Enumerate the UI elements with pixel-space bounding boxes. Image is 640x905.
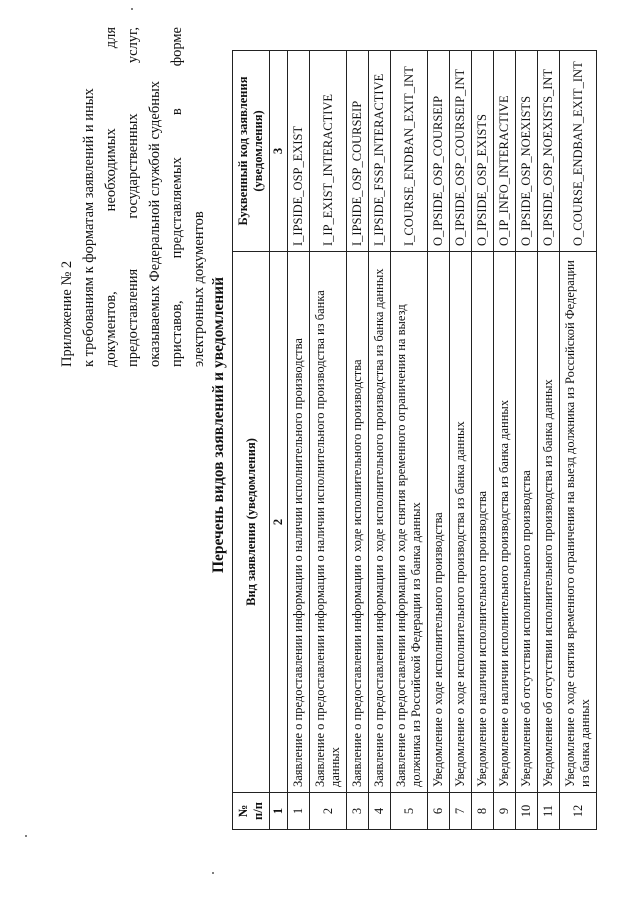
col-header-type: Вид заявления (уведомления)	[233, 252, 270, 793]
column-index-row	[270, 51, 288, 830]
applications-table	[232, 50, 597, 830]
table-row	[494, 51, 516, 830]
row-number: 12	[560, 793, 597, 830]
row-number: 9	[494, 793, 516, 830]
row-type: Заявление о предоставлении информации о ходе снятия временного ограничения на выезд должника из Российской Федерации из банка данных	[391, 252, 428, 793]
row-code: O_IPSIDE_OSP_COURSEIP	[428, 51, 450, 252]
row-number: 6	[428, 793, 450, 830]
row-number: 5	[391, 793, 428, 830]
scan-speck	[25, 835, 27, 837]
row-type: Уведомление о наличии исполнительного производства из банка данных	[494, 252, 516, 793]
row-type: Заявление о предоставлении информации о наличии исполнительного производства	[288, 252, 310, 793]
row-code: O_COURSE_ENDBAN_EXIT_INT	[560, 51, 597, 252]
table-row	[347, 51, 369, 830]
row-number: 11	[538, 793, 560, 830]
row-number: 2	[310, 793, 347, 830]
col-header-number: № п/п	[233, 793, 270, 830]
row-type: Уведомление об отсутствии исполнительного производства из банка данных	[538, 252, 560, 793]
appendix-number: Приложение № 2	[59, 260, 75, 367]
row-code: I_IP_EXIST_INTERACTIVE	[310, 51, 347, 252]
header-line: документов, необходимых для	[103, 27, 119, 367]
row-type: Уведомление о ходе исполнительного производства из банка данных	[450, 252, 472, 793]
row-code: I_COURSE_ENDBAN_EXIT_INT	[391, 51, 428, 252]
row-type: Уведомление о ходе снятия временного ограничения на выезд должника из Российской Федерации из банка данных	[560, 252, 597, 793]
column-index: 3	[270, 51, 288, 252]
table-row	[516, 51, 538, 830]
column-index: 2	[270, 252, 288, 793]
row-number: 8	[472, 793, 494, 830]
row-code: O_IP_INFO_INTERACTIVE	[494, 51, 516, 252]
row-code: O_IPSIDE_OSP_EXISTS	[472, 51, 494, 252]
row-type: Заявление о предоставлении информации о наличии исполнительного производства из банка данных	[310, 252, 347, 793]
row-type: Уведомление об отсутствии исполнительного производства	[516, 252, 538, 793]
row-type: Заявление о предоставлении информации о ходе исполнительного производства из банка данных	[369, 252, 391, 793]
table-row	[560, 51, 597, 830]
row-code: I_IPSIDE_OSP_EXIST	[288, 51, 310, 252]
col-header-code: Буквенный код заявления (уведомления)	[233, 51, 270, 252]
table-row	[472, 51, 494, 830]
row-code: I_IPSIDE_FSSP_INTERACTIVE	[369, 51, 391, 252]
row-number: 4	[369, 793, 391, 830]
appendix-header	[56, 27, 210, 367]
row-code: O_IPSIDE_OSP_NOEXISTS	[516, 51, 538, 252]
table-header-row	[233, 51, 270, 830]
document-title: Перечень видов заявлений и уведомлений	[210, 276, 227, 574]
scan-speck	[131, 8, 133, 10]
row-type: Уведомление о наличии исполнительного производства	[472, 252, 494, 793]
header-line: предоставления государственных услуг,	[125, 27, 141, 367]
scan-speck	[212, 872, 214, 874]
row-code: O_IPSIDE_OSP_NOEXISTS_INT	[538, 51, 560, 252]
row-number: 7	[450, 793, 472, 830]
row-number: 1	[288, 793, 310, 830]
header-line: оказываемых Федеральной службой судебных	[147, 81, 163, 367]
column-index: 1	[270, 793, 288, 830]
table-row	[450, 51, 472, 830]
row-type: Заявление о предоставлении информации о ходе исполнительного производства	[347, 252, 369, 793]
header-line: приставов, представляемых в форме	[169, 27, 185, 367]
table-row	[369, 51, 391, 830]
row-type: Уведомление о ходе исполнительного производства	[428, 252, 450, 793]
table-row	[538, 51, 560, 830]
header-line: к требованиям к форматам заявлений и иных	[81, 88, 97, 367]
table-row	[428, 51, 450, 830]
row-code: O_IPSIDE_OSP_COURSEIP_INT	[450, 51, 472, 252]
table-row	[391, 51, 428, 830]
row-number: 10	[516, 793, 538, 830]
header-line: электронных документов	[191, 211, 207, 367]
table-row	[310, 51, 347, 830]
row-number: 3	[347, 793, 369, 830]
row-code: I_IPSIDE_OSP_COURSEIP	[347, 51, 369, 252]
table-row	[288, 51, 310, 830]
